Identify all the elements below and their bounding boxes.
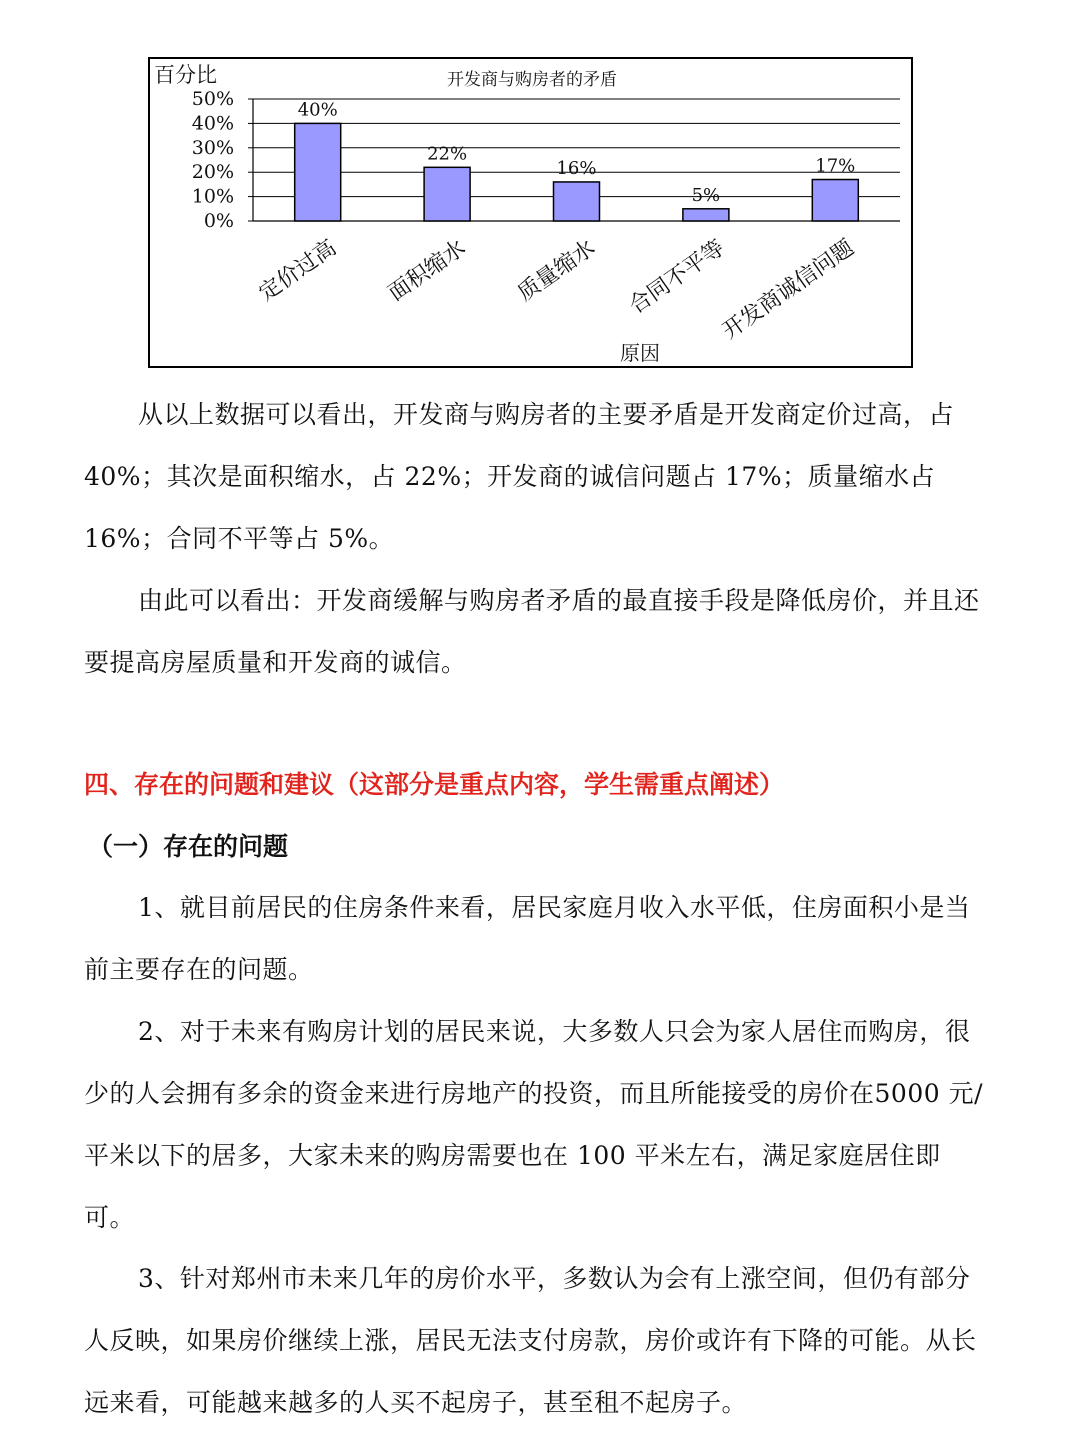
paragraph-problem-1: 1、就目前居民的住房条件来看，居民家庭月收入水平低，住房面积小是当前主要存在的问题。 — [84, 893, 971, 984]
paragraph-problem-3: 3、针对郑州市未来几年的房价水平，多数认为会有上涨空间，但仍有部分人反映，如果房价继续上涨，居民无法支付房款，房价或许有下降的可能。从长远来看，可能越来越多的人买不起房子，甚至租不起房子。 — [84, 1264, 977, 1417]
subsection-heading-problems: （一）存在的问题 — [88, 832, 289, 861]
bar-data-label: 22% — [427, 143, 468, 165]
bar — [554, 182, 600, 221]
x-tick-label: 面积缩水 — [384, 235, 471, 307]
bar — [424, 167, 470, 221]
y-tick-label: 30% — [191, 136, 234, 159]
x-tick-label: 合同不平等 — [624, 235, 730, 320]
paragraph-conflict-summary: 从以上数据可以看出，开发商与购房者的主要矛盾是开发商定价过高，占 40%；其次是面积缩水，占 22%；开发商的诚信问题占 17%；质量缩水占 16%；合同不平等占 5%。 — [84, 400, 955, 553]
y-tick-label: 20% — [191, 161, 234, 184]
y-tick-label: 50% — [191, 88, 234, 110]
x-axis-label: 原因 — [620, 341, 660, 365]
x-tick-label: 开发商诚信问题 — [718, 235, 859, 345]
bar-data-label: 40% — [297, 99, 338, 121]
section-heading-problems-suggestions: 四、存在的问题和建议（这部分是重点内容，学生需重点阐述） — [84, 770, 785, 799]
y-tick-label: 0% — [203, 210, 234, 232]
bar-data-label: 5% — [691, 184, 721, 206]
y-tick-label: 10% — [191, 185, 234, 208]
bar-data-label: 16% — [556, 157, 597, 179]
paragraph-conclusion: 由此可以看出：开发商缓解与购房者矛盾的最直接手段是降低房价，并且还要提高房屋质量和开发商的诚信。 — [84, 586, 980, 677]
bar — [683, 209, 729, 221]
bar-chart — [148, 57, 913, 368]
bar — [295, 123, 341, 221]
bar — [812, 180, 858, 221]
chart-canvas — [150, 59, 911, 366]
y-axis-label: 百分比 — [154, 63, 217, 87]
bar-data-label: 17% — [815, 155, 856, 177]
chart-title: 开发商与购房者的矛盾 — [447, 70, 617, 90]
x-tick-label: 质量缩水 — [513, 235, 600, 307]
x-tick-label: 定价过高 — [254, 235, 342, 307]
y-tick-label: 40% — [191, 112, 234, 135]
paragraph-problem-2: 2、对于未来有购房计划的居民来说，大多数人只会为家人居住而购房，很少的人会拥有多余的资金来进行房地产的投资，而且所能接受的房价在5000 元/平米以下的居多，大家未来的购房需要也在 100 平米左右，满足家庭居住即可。 — [84, 1017, 983, 1232]
